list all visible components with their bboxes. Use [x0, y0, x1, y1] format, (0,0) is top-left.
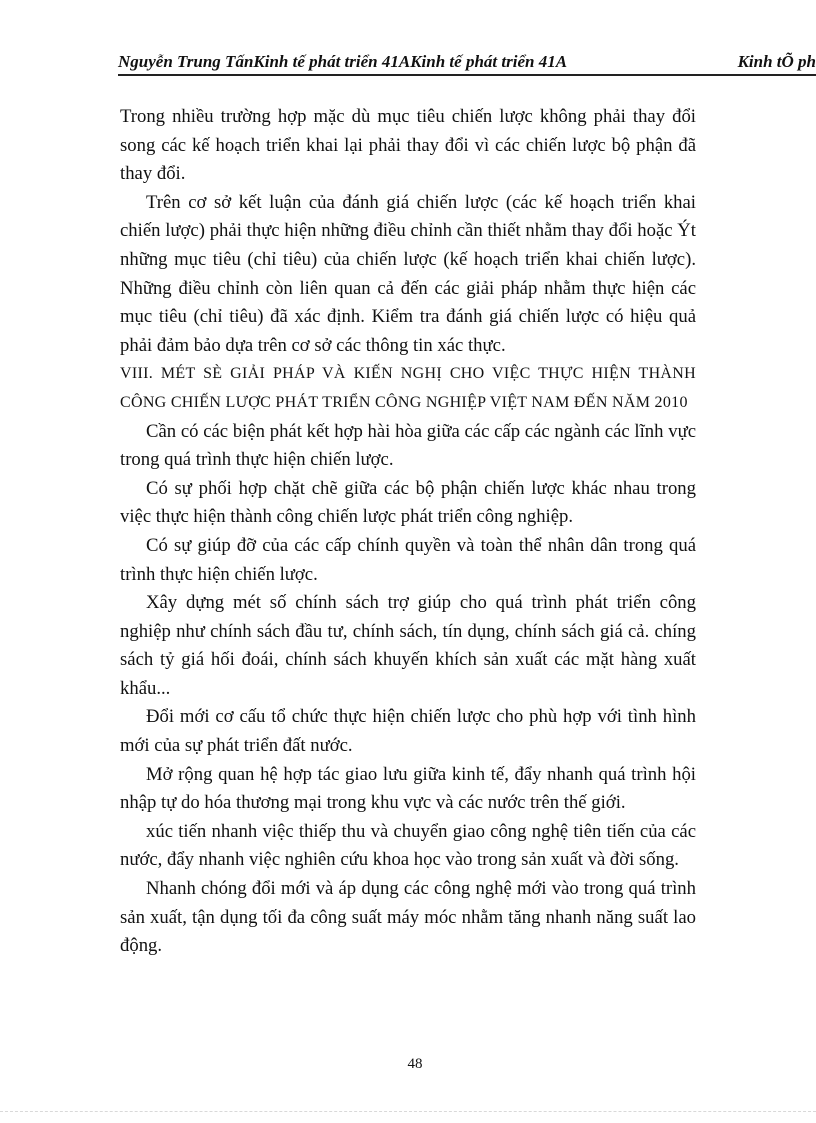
- page-header: [118, 50, 816, 76]
- paragraph: xúc tiến nhanh việc thiếp thu và chuyển giao công nghệ tiên tiến của các nước, đẩy nhanh việc nghiên cứu khoa học vào trong sản xuất và đời sống.: [120, 820, 696, 871]
- paragraph: Đổi mới cơ cấu tổ chức thực hiện chiến lược cho phù hợp với tình hình mới của sự phát triển đất nước.: [120, 706, 696, 757]
- paragraph: Có sự phối hợp chặt chẽ giữa các bộ phận chiến lược khác nhau trong việc thực hiện thành công chiến lược phát triển công nghiệp.: [120, 477, 696, 528]
- paragraph: Mở rộng quan hệ hợp tác giao lưu giữa kinh tế, đẩy nhanh quá trình hội nhập tự do hóa thương mại trong khu vực và các nước trên thế giới.: [120, 763, 696, 814]
- header-running-title: Kinh tÕ ph: [737, 52, 816, 71]
- paragraph: Cần có các biện phát kết hợp hài hòa giữa các cấp các ngành các lĩnh vực trong quá trình thực hiện chiến lược.: [120, 420, 696, 471]
- paragraph: Nhanh chóng đổi mới và áp dụng các công nghệ mới vào trong quá trình sản xuất, tận dụng tối đa công suất máy móc nhằm tăng nhanh năng suất lao động.: [120, 878, 696, 957]
- paragraph: Xây dựng mét số chính sách trợ giúp cho quá trình phát triển công nghiệp như chính sách đầu tư, chính sách, tín dụng, chính sách giá cả. chíng sách tỷ giá hối đoái, chính sách khuyến khích sản xuất các mặt hàng xuất khẩu...: [120, 592, 696, 699]
- paragraph: Trên cơ sở kết luận của đánh giá chiến lược (các kế hoạch triển khai chiến lược) phải thực hiện những điều chỉnh cần thiết nhằm thay đổi hoặc Ýt những mục tiêu (chỉ tiêu) của chiến lược (kế hoạch triển khai chiến lược). Những điều chỉnh còn liên quan cả đến các giải pháp nhằm thực hiện các mục tiêu (chỉ tiêu) đã xác định. Kiểm tra đánh giá chiến lược có hiệu quả phải đảm bảo dựa trên cơ sở các thông tin xác thực.: [120, 191, 696, 356]
- paragraph: Có sự giúp đỡ của các cấp chính quyền và toàn thể nhân dân trong quá trình thực hiện chiến lược.: [120, 534, 696, 585]
- paragraph: Trong nhiều trường hợp mặc dù mục tiêu chiến lược không phải thay đổi song các kế hoạch triển khai lại phải thay đổi vì các chiến lược bộ phận đã thay đổi.: [120, 106, 696, 185]
- header-author-title: Nguyễn Trung TấnKinh tế phát triển 41AKinh tế phát triển 41A: [118, 52, 568, 71]
- document-body: [120, 103, 696, 961]
- page-number: 48: [407, 1056, 423, 1072]
- page-bottom-divider: [0, 1111, 816, 1112]
- section-heading: VIII. MÉT SÈ GIẢI PHÁP VÀ KIẾN NGHỊ CHO VIỆC THỰC HIỆN THÀNH CÔNG CHIẾN LƯỢC PHÁT TRIỂN CÔNG NGHIỆP VIỆT NAM ĐẾN NĂM 2010: [120, 365, 696, 411]
